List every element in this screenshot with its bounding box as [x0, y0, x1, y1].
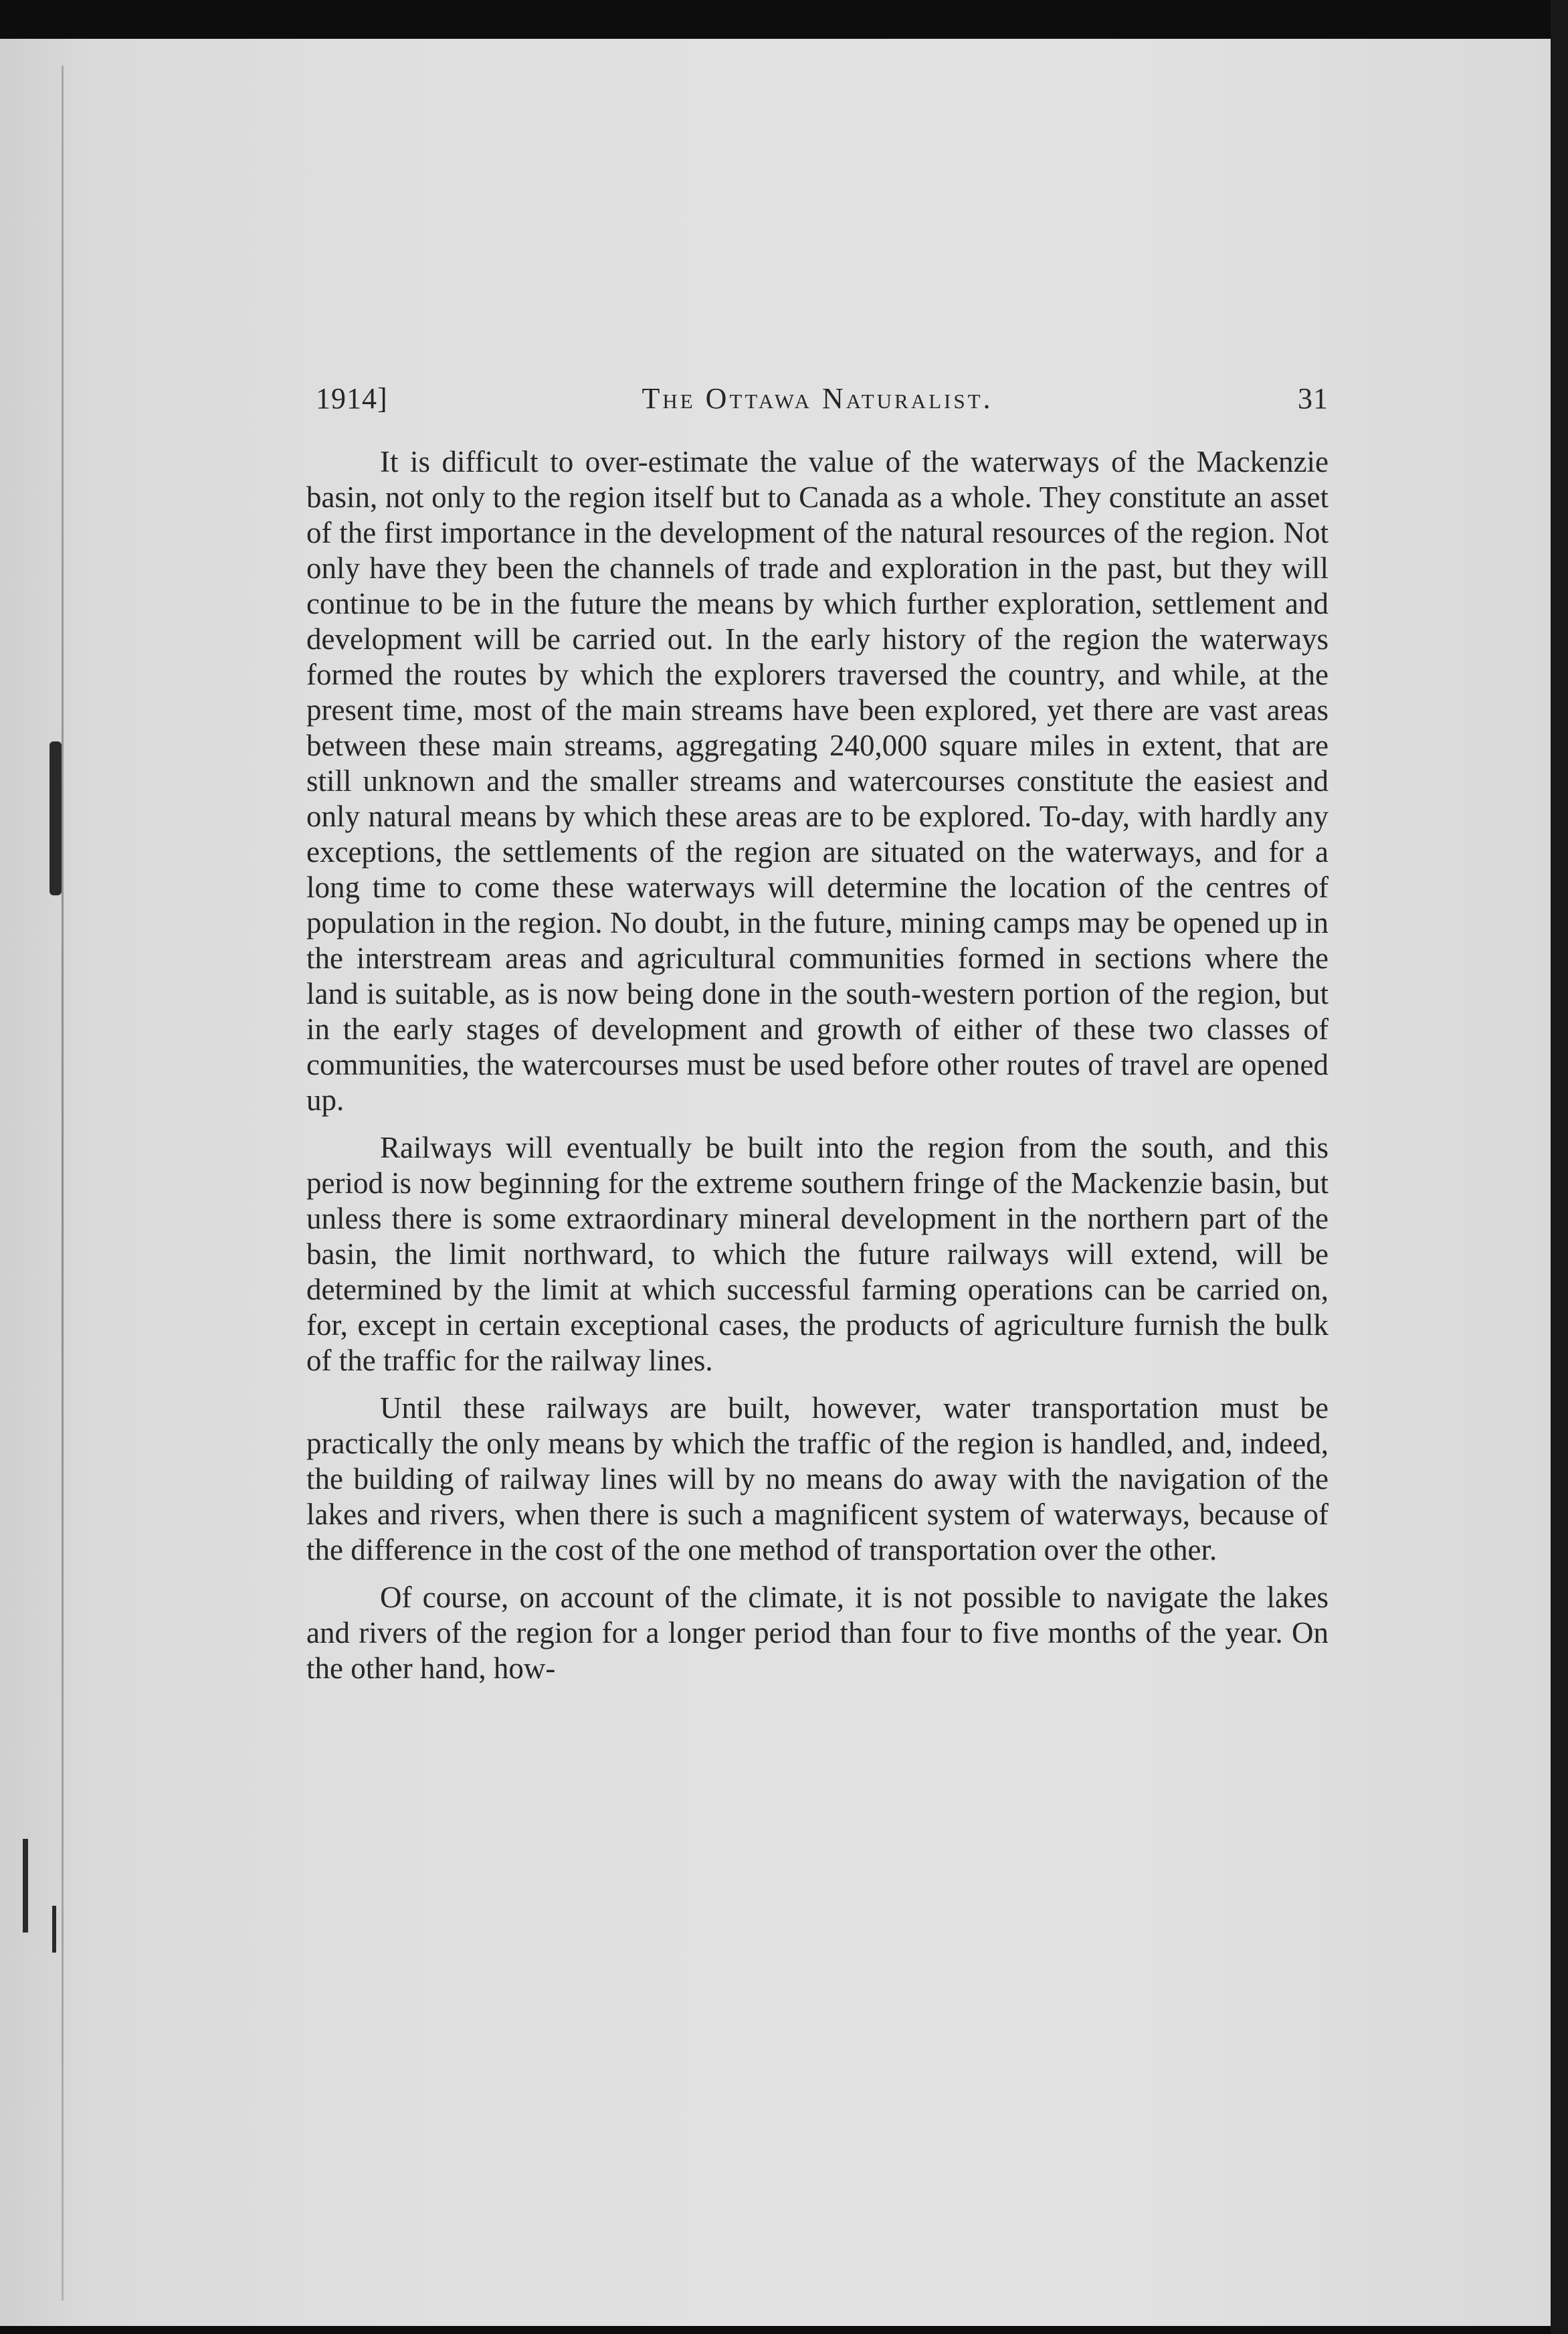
page-number: 31 — [1298, 382, 1329, 415]
margin-ink-mark — [50, 741, 62, 895]
margin-ink-mark — [23, 1839, 28, 1933]
binding-gutter-line — [62, 66, 64, 2301]
paragraph-waterways-value: It is difficult to over-estimate the value of the waterways of the Mackenzie basin, not only to the region itself but to Canada as a whole. They constitute an asset of the first importance in the development of the natural resources of the region. Not only have they been the channels of trade and exploration in the past, but they will continue to be in the future the means by which further exploration, settlement and development will be carried out. In the early history of the region the waterways formed the routes by which the explorers traversed the country, and while, at the present time, most of the main streams have been explored, yet there are vast areas between these main streams, aggregating 240,000 square miles in extent, that are still unknown and the smaller streams and watercourses constitute the easiest and only natural means by which these areas are to be explored. To-day, with hardly any exceptions, the settlements of the region are situated on the waterways, and for a long time to come these waterways will determine the location of the centres of population in the region. No doubt, in the future, mining camps may be opened up in the interstream areas and agricultural communities formed in sections where the land is suitable, as is now being done in the south-western portion of the region, but in the early stages of development and growth of either of these two classes of communities, the watercourses must be used before other routes of travel are opened up. — [306, 445, 1329, 1117]
running-head-journal-title: The Ottawa Naturalist. — [642, 382, 993, 415]
margin-ink-mark — [52, 1906, 56, 1953]
page-text-block — [306, 341, 1329, 1698]
scanned-page — [0, 39, 1551, 2326]
body-text — [306, 444, 1329, 1686]
running-head-year: 1914] — [316, 382, 388, 415]
paragraph-railways: Railways will eventually be built into the region from the south, and this period is now beginning for the extreme southern fringe of the Mackenzie basin, but unless there is some extraordinary mineral development in the northern part of the basin, the limit northward, to which the future railways will extend, will be determined by the limit at which successful farming operations can be carried on, for, except in certain exceptional cases, the products of agriculture furnish the bulk of the traffic for the railway lines. — [306, 1131, 1329, 1377]
paragraph-water-transportation: Until these railways are built, however, water transportation must be practically the only means by which the traffic of the region is handled, and, indeed, the building of railway lines will by no means do away with the navigation of the lakes and rivers, when there is such a magnificent system of waterways, because of the difference in the cost of the one method of transportation over the other. — [306, 1391, 1329, 1566]
paragraph-navigation-season: Of course, on account of the climate, it is not possible to navigate the lakes and rivers of the region for a longer period than four to five months of the year. On the other hand, how- — [306, 1581, 1329, 1685]
running-head — [306, 341, 1329, 415]
scan-edge-shadow — [1551, 0, 1568, 2334]
